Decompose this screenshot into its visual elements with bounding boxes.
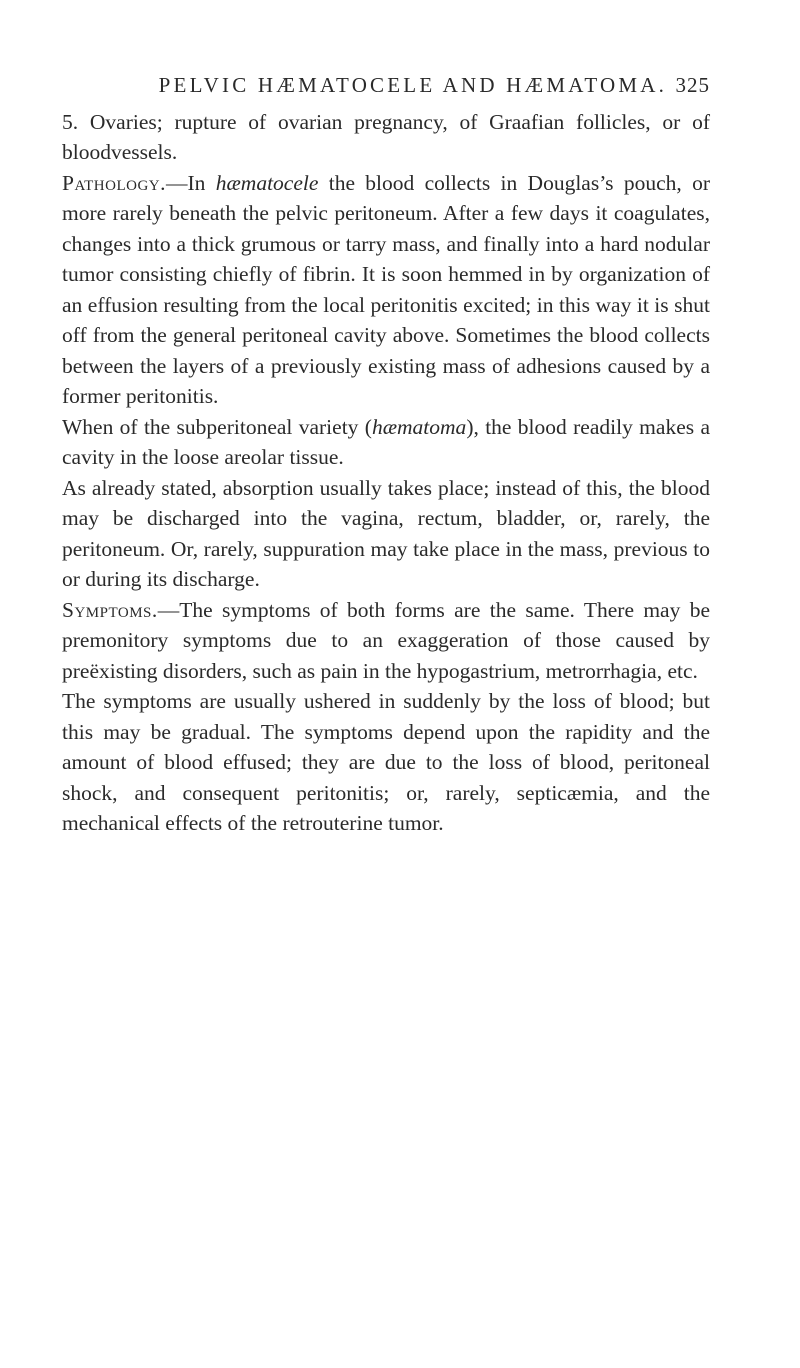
paragraph-text: —The symptoms of both forms are the same. There may be premonitory symptoms due to an exaggeration of those caused by preëxisting disorders, such as pain in the hypogastrium, metrorrhagia, etc. [62, 597, 710, 683]
paragraph-causes-ovaries [62, 107, 710, 168]
paragraph-subperitoneal [62, 412, 710, 473]
paragraph-absorption [62, 473, 710, 595]
running-header [62, 70, 710, 101]
paragraph-text: —In [166, 170, 216, 195]
italic-term: hæmatocele [215, 170, 319, 195]
paragraph-text: 5. Ovaries; rupture of ovarian pregnancy, of Graafian follicles, or of bloodvessels. [62, 109, 710, 164]
paragraph-text: As already stated, absorption usually takes place; instead of this, the blood may be discharged into the vagina, rectum, bladder, or, rarely, the peritoneum. Or, rarely, suppuration may take place in the mass, previous to or during its discharge. [62, 475, 710, 591]
paragraph-symptoms-onset [62, 686, 710, 839]
italic-term: hæmatoma [371, 414, 467, 439]
running-title: PELVIC HÆMATOCELE AND HÆMATOMA. [158, 73, 668, 97]
paragraph-text: When of the subperitoneal variety ( [62, 414, 372, 439]
paragraph-pathology [62, 168, 710, 412]
section-heading-symptoms: Symptoms. [62, 597, 158, 622]
paragraph-text: The symptoms are usually ushered in suddenly by the loss of blood; but this may be gradual. The symptoms depend upon the rapidity and the amount of blood effused; they are due to the loss of blood, peritoneal shock, and consequent peritonitis; or, rarely, septicæmia, and the mechanical effects of the retrouterine tumor. [62, 689, 710, 835]
section-heading-pathology: Pathology. [62, 170, 166, 195]
paragraph-text: the blood collects in Douglas’s pouch, or more rarely beneath the pelvic peritoneum. After a few days it coagulates, changes into a thick grumous or tarry mass, and finally into a hard nodular tumor consisting chiefly of fibrin. It is soon hemmed in by organization of an effusion resulting from the local peritonitis excited; in this way it is shut off from the general peritoneal cavity above. Sometimes the blood collects between the layers of a previously existing mass of adhesions caused by a former peritonitis. [62, 170, 710, 408]
page-number: 325 [675, 73, 710, 97]
paragraph-text: ), the blood readily makes a cavity in the loose areolar tissue. [62, 414, 710, 469]
book-page [62, 70, 710, 839]
paragraph-symptoms [62, 595, 710, 687]
